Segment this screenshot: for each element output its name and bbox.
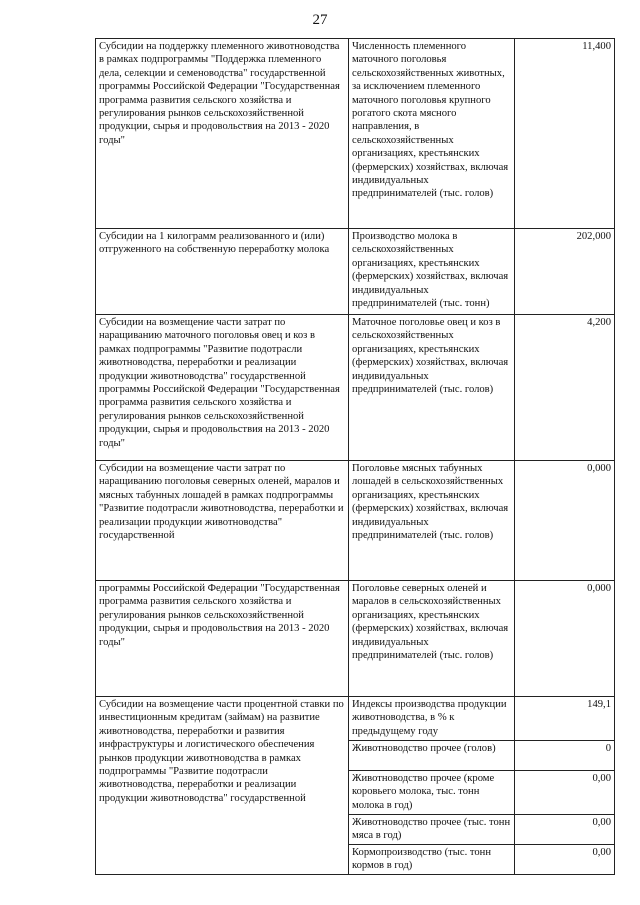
- subsidy-cell: Субсидии на 1 килограмм реализованного и (или) отгруженного на собственную переработку молока: [96, 229, 349, 315]
- table-row: [96, 229, 615, 315]
- indicator-cell: Маточное поголовье овец и коз в сельскохозяйственных организациях, крестьянских (фермерских) хозяйствах, включая индивидуальных предпринимателей (тыс. голов): [349, 315, 515, 461]
- table-row: [96, 461, 615, 581]
- indicator-cell: Животноводство прочее (кроме коровьего молока, тыс. тонн молока в год): [349, 771, 515, 815]
- indicator-cell: Животноводство прочее (тыс. тонн мяса в год): [349, 815, 515, 845]
- table-row: [96, 697, 615, 741]
- table-row: [96, 315, 615, 461]
- subsidy-cell: программы Российской Федерации "Государственная программа развития сельского хозяйства и регулирования рынков сельскохозяйственной продукции, сырья и продовольствия на 2013 - 2020 годы": [96, 581, 349, 697]
- subsidy-cell: Субсидии на возмещение части затрат по наращиванию маточного поголовья овец и коз в рамках подпрограммы "Развитие подотрасли животноводства, переработки и реализации продукции животноводства" государственной программы Российской Федерации "Государственная программа развития сельского хозяйства и регулирования рынков сельскохозяйственной продукции, сырья и продовольствия на 2013 - 2020 годы": [96, 315, 349, 461]
- value-cell: 0,00: [515, 771, 615, 815]
- value-cell: 0,00: [515, 845, 615, 875]
- page-number: 27: [312, 12, 328, 28]
- indicator-cell: Поголовье мясных табунных лошадей в сельскохозяйственных организациях, крестьянских (фермерских) хозяйствах, включая индивидуальных предпринимателей (тыс. голов): [349, 461, 515, 581]
- subsidy-cell: Субсидии на возмещение части затрат по наращиванию поголовья северных оленей, маралов и мясных табунных лошадей в рамках подпрограммы "Развитие подотрасли животноводства, переработки и реализации продукции животноводства" государственной: [96, 461, 349, 581]
- value-cell: 11,400: [515, 39, 615, 229]
- indicator-cell: Производство молока в сельскохозяйственных организациях, крестьянских (фермерских) хозяйствах, включая индивидуальных предпринимателей (тыс. тонн): [349, 229, 515, 315]
- subsidy-cell: Субсидии на возмещение части процентной ставки по инвестиционным кредитам (займам) на развитие животноводства, переработки и развития инфраструктуры и логистического обеспечения рынков продукции животноводства в рамках подпрограммы "Развитие подотрасли животноводства, переработки и реализации продукции животноводства" государственной: [96, 697, 349, 875]
- value-cell: 0,000: [515, 461, 615, 581]
- value-cell: 202,000: [515, 229, 615, 315]
- table-row: [96, 581, 615, 697]
- indicator-cell: Численность племенного маточного поголовья сельскохозяйственных животных, за исключением племенного маточного поголовья крупного рогатого скота мясного направления, в сельскохозяйственных организациях, крестьянских (фермерских) хозяйствах, включая индивидуальных предпринимателей (тыс. голов): [349, 39, 515, 229]
- table-row: [96, 39, 615, 229]
- indicator-cell: Индексы производства продукции животноводства, в % к предыдущему году: [349, 697, 515, 741]
- indicator-cell: Поголовье северных оленей и маралов в сельскохозяйственных организациях, крестьянских (фермерских) хозяйствах, включая индивидуальных предпринимателей (тыс. голов): [349, 581, 515, 697]
- subsidy-cell: Субсидии на поддержку племенного животноводства в рамках подпрограммы "Поддержка племенного дела, селекции и семеноводства" государственной программы Российской Федерации "Государственная программа развития сельского хозяйства и регулирования рынков сельскохозяйственной продукции, сырья и продовольствия на 2013 - 2020 годы": [96, 39, 349, 229]
- value-cell: 0: [515, 741, 615, 771]
- value-cell: 0,000: [515, 581, 615, 697]
- value-cell: 149,1: [515, 697, 615, 741]
- indicator-cell: Животноводство прочее (голов): [349, 741, 515, 771]
- value-cell: 4,200: [515, 315, 615, 461]
- subsidies-table: [95, 38, 615, 875]
- indicator-cell: Кормопроизводство (тыс. тонн кормов в год): [349, 845, 515, 875]
- value-cell: 0,00: [515, 815, 615, 845]
